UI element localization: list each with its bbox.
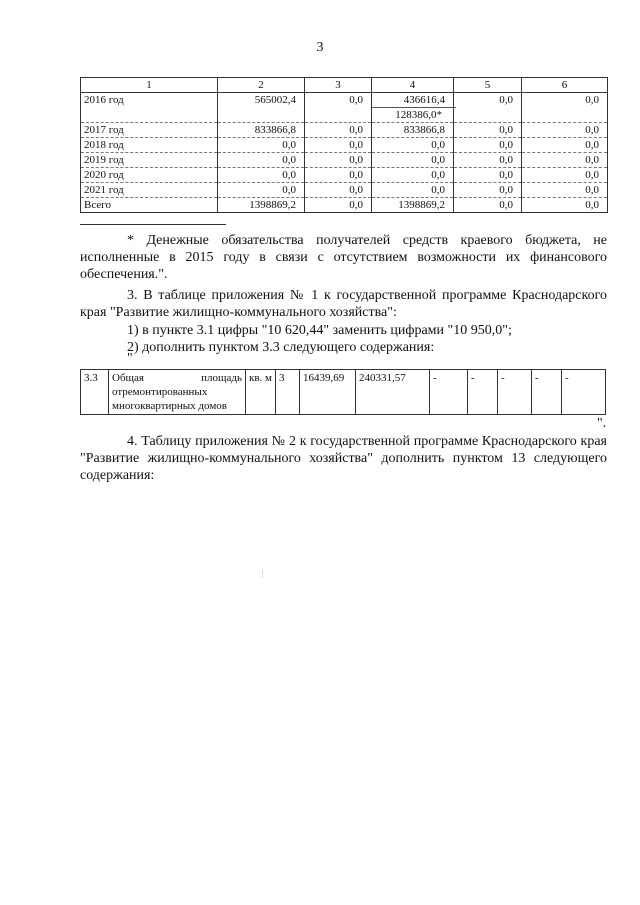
value-cell: 0,0 [305,153,372,168]
header-cell: 3 [305,78,372,93]
value-cell: 565002,4 [218,93,305,123]
value-cell: 0,0 [522,168,608,183]
value-cell: 0,0 [305,198,372,213]
header-cell: 2 [218,78,305,93]
paragraph-4: 4. Таблицу приложения № 2 к государственной программе Краснодарского края "Развитие жилищно-коммунального хозяйства" дополнить пунктом 13 следующего содержания: [80,434,607,483]
value-cell: 0,0 [372,168,454,183]
value-cell: 1398869,2 [372,198,454,213]
value-cell: 0,0 [218,153,305,168]
closing-quote: ". [597,416,607,431]
value-deferred: 128386,0* [372,107,456,122]
funding-table [80,77,608,213]
value-main: 436616,4 [403,94,445,106]
table-row [81,138,608,153]
value-cell: 833866,8 [372,123,454,138]
value-cell: 0,0 [454,123,522,138]
value-cell: - [430,370,468,415]
value-cell: 0,0 [454,138,522,153]
header-cell: 1 [81,78,218,93]
value-cell: 0,0 [454,153,522,168]
value-cell: 0,0 [522,153,608,168]
value-cell: 0,0 [218,138,305,153]
table-row [81,168,608,183]
page-number: 3 [316,40,324,55]
list-item-2: 2) дополнить пунктом 3.3 следующего содержания: [127,340,435,355]
header-cell: 4 [372,78,454,93]
item-number-cell: 3.3 [81,370,109,415]
value-cell: - [468,370,498,415]
table-row [81,123,608,138]
value-cell: 833866,8 [218,123,305,138]
value-cell: 0,0 [454,168,522,183]
value-cell: 0,0 [522,138,608,153]
year-cell: 2021 год [81,183,218,198]
value-cell: 0,0 [522,123,608,138]
value-cell: 1398869,2 [218,198,305,213]
table-row [81,370,606,415]
table-header-row [81,78,608,93]
year-cell: Всего [81,198,218,213]
value-cell: 0,0 [372,153,454,168]
header-cell: 5 [454,78,522,93]
value-cell-split [372,93,454,123]
table-row [81,153,608,168]
value-cell: 240331,57 [356,370,430,415]
value-cell: 0,0 [305,138,372,153]
header-cell: 6 [522,78,608,93]
year-cell: 2018 год [81,138,218,153]
value-cell: 3 [276,370,300,415]
table-row [81,93,608,123]
value-cell: 0,0 [522,93,608,123]
value-cell: 0,0 [454,198,522,213]
value-cell: 0,0 [305,93,372,123]
value-cell: 0,0 [218,168,305,183]
table-row [81,183,608,198]
year-cell: 2020 год [81,168,218,183]
value-cell: 0,0 [372,138,454,153]
value-cell: 16439,69 [300,370,356,415]
value-cell: 0,0 [522,183,608,198]
paragraph-3: 3. В таблице приложения № 1 к государственной программе Краснодарского края "Развитие жилищно-коммунального хозяйства": [80,288,607,320]
value-cell: 0,0 [454,183,522,198]
scan-mark [262,570,263,578]
value-cell: - [498,370,532,415]
value-cell: 0,0 [454,93,522,123]
value-cell: - [532,370,562,415]
year-cell: 2017 год [81,123,218,138]
value-cell: 0,0 [218,183,305,198]
value-cell: - [562,370,606,415]
table-row-total [81,198,608,213]
value-cell: 0,0 [305,183,372,198]
value-cell: 0,0 [305,168,372,183]
value-cell: 0,0 [305,123,372,138]
indicator-table [80,369,606,415]
value-cell: 0,0 [372,183,454,198]
footnote-text: * Денежные обязательства получателей средств краевого бюджета, не исполненные в 2015 году в связи с отсутствием возможности их финансового обеспечения.". [80,233,607,282]
year-cell: 2016 год [81,93,218,123]
opening-quote: " [127,351,133,366]
value-cell: 0,0 [522,198,608,213]
list-item-1: 1) в пункте 3.1 цифры "10 620,44" заменить цифрами "10 950,0"; [127,323,512,338]
unit-cell: кв. м [246,370,276,415]
year-cell: 2019 год [81,153,218,168]
indicator-name-cell: Общая площадь отремонтированных многоквартирных домов [109,370,246,415]
footnote-divider [80,224,226,225]
